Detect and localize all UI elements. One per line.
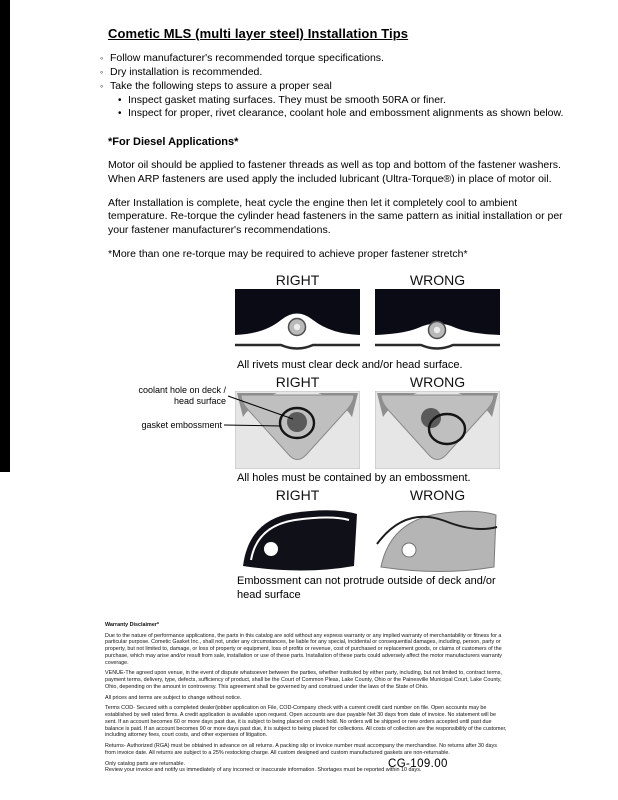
disclaimer-paragraph: Returns- Authorized (RGA) must be obtained in advance on all returns. A packing slip or invoice number must accompany the merchandise. No returns after 30 days from invoice date. All returns are subject to a 25% restocking charge. All custom designed and custom manufactured gaskets are non-returnable. bbox=[105, 743, 497, 756]
list-item-text: Inspect gasket mating surfaces. They must be smooth 50RA or finer. bbox=[128, 93, 446, 106]
disclaimer-paragraph: Review your invoice and notify us immediately of any incorrect or inaccurate information. Shortages must be reported within 10 days. bbox=[105, 767, 422, 774]
rivet-clearance-wrong-diagram bbox=[375, 289, 500, 354]
disclaimer-paragraph: All prices and terms are subject to change without notice. bbox=[105, 694, 242, 701]
page-title: Cometic MLS (multi layer steel) Installation Tips bbox=[108, 26, 409, 41]
disclaimer-heading: Warranty Disclaimer* bbox=[105, 621, 160, 628]
coolant-hole-annotation: coolant hole on deck / head surface bbox=[138, 384, 226, 407]
embossment-containment-caption: All holes must be contained by an embossment. bbox=[237, 471, 471, 484]
retorque-note: *More than one re-torque may be required to achieve proper fastener stretch* bbox=[108, 248, 468, 261]
installation-tips-list bbox=[100, 52, 576, 121]
diesel-applications-section bbox=[108, 135, 576, 262]
list-subitem bbox=[118, 107, 576, 121]
bullet-icon: ◦ bbox=[100, 53, 104, 63]
diagram-section bbox=[100, 272, 576, 606]
gasket-embossment-annotation: gasket embossment bbox=[141, 419, 222, 430]
list-subitem bbox=[118, 94, 576, 108]
embossment-protrusion-right-diagram bbox=[235, 504, 360, 572]
disclaimer-paragraph: Due to the nature of performance applications, the parts in this catalog are sold without any express warranty or any implied warranty of merchantability or fitness for a particular purpose. Cometic Gasket Inc., shall not, under any circumstances, be liable for any special, incidental or consequential damages, including, person, party or property, but not limited to, damage, or loss of property or equipment, loss of profits or revenue, cost of purchased or replacement goods, or claims of customers of the purchase, which may arise and/or result from sale, installation or use of these parts. Installation of these parts could adversely affect the motor manufacturers warranty coverage. bbox=[105, 632, 502, 666]
list-item-text: Follow manufacturer's recommended torque specifications. bbox=[110, 52, 384, 64]
list-item-text: Dry installation is recommended. bbox=[110, 65, 263, 78]
list-item bbox=[100, 52, 576, 66]
scan-edge-artifact bbox=[0, 0, 10, 472]
list-item-text: Inspect for proper, rivet clearance, coolant hole and embossment alignments as shown below. bbox=[128, 107, 564, 120]
bullet-icon: • bbox=[118, 108, 122, 120]
catalog-page-code: CG-109.00 bbox=[388, 758, 448, 770]
rivet-clearance-right-diagram bbox=[235, 289, 360, 354]
wrong-label: WRONG bbox=[409, 373, 466, 390]
protrusion-caption: Embossment can not protrude outside of deck and/or head surface bbox=[237, 574, 496, 602]
coolant-hole-wrong-diagram bbox=[375, 391, 500, 469]
diesel-heading: *For Diesel Applications* bbox=[108, 136, 239, 149]
right-label: RIGHT bbox=[275, 373, 320, 390]
diesel-paragraph: After Installation is complete, heat cycle the engine then let it completely cool to ambient temperature. Re-torque the cylinder head fasteners in the same pattern as initial installation or per your fastener manufacturer's recommendations. bbox=[108, 196, 563, 237]
bullet-icon: • bbox=[118, 94, 122, 106]
list-item-text: Take the following steps to assure a proper seal bbox=[110, 79, 332, 92]
list-item bbox=[100, 66, 576, 80]
right-label: RIGHT bbox=[275, 486, 320, 503]
bullet-icon: ◦ bbox=[100, 80, 104, 91]
wrong-label: WRONG bbox=[409, 486, 466, 503]
rivet-caption: All rivets must clear deck and/or head surface. bbox=[237, 358, 463, 371]
bullet-icon: ◦ bbox=[100, 66, 104, 77]
warranty-disclaimer bbox=[105, 622, 507, 774]
right-label: RIGHT bbox=[275, 271, 320, 288]
embossment-protrusion-wrong-diagram bbox=[375, 504, 500, 572]
wrong-label: WRONG bbox=[409, 271, 466, 288]
disclaimer-paragraph: Only catalog parts are returnable. bbox=[105, 760, 186, 767]
coolant-hole-right-diagram bbox=[235, 391, 360, 469]
disclaimer-paragraph: VENUE-The agreed upon venue, in the event of dispute whatsoever between the parties, whether instituted by either party, including, but not limited to, contract terms, payment terms, delivery, type, defects, sufficiency of product, shall be the Court of Common Pleas, Lake County, Ohio or the Painesville Municipal Court, Lake County, Ohio, depending on the amount in controversy. This agreement shall be governed by and construed under the laws of the State of Ohio. bbox=[105, 670, 502, 690]
diesel-paragraph: Motor oil should be applied to fastener threads as well as top and bottom of the fastener washers. When ARP fasteners are used apply the included lubricant (Ultra-Torque®) in place of motor oil. bbox=[108, 158, 561, 185]
disclaimer-paragraph: Terms COD- Secured with a completed dealer/jobber application on File, COD-Company check with a current credit card number on file. Open accounts may be established by well rated firms. A credit application is available upon request. Open accounts are due payable Net 30 days from date of invoice. No statement will be sent. If an account becomes 60 or more days past due, it is subject to being placed on credit hold. No orders will be shipped or new orders accepted until past due balance is paid. If an account becomes 90 or more days past due, it is subject to being placed for collections. All costs of collection are the responsibility of the customer, including attorney fees, court costs, and other expenses of litigation. bbox=[105, 705, 507, 739]
list-item bbox=[100, 80, 576, 94]
